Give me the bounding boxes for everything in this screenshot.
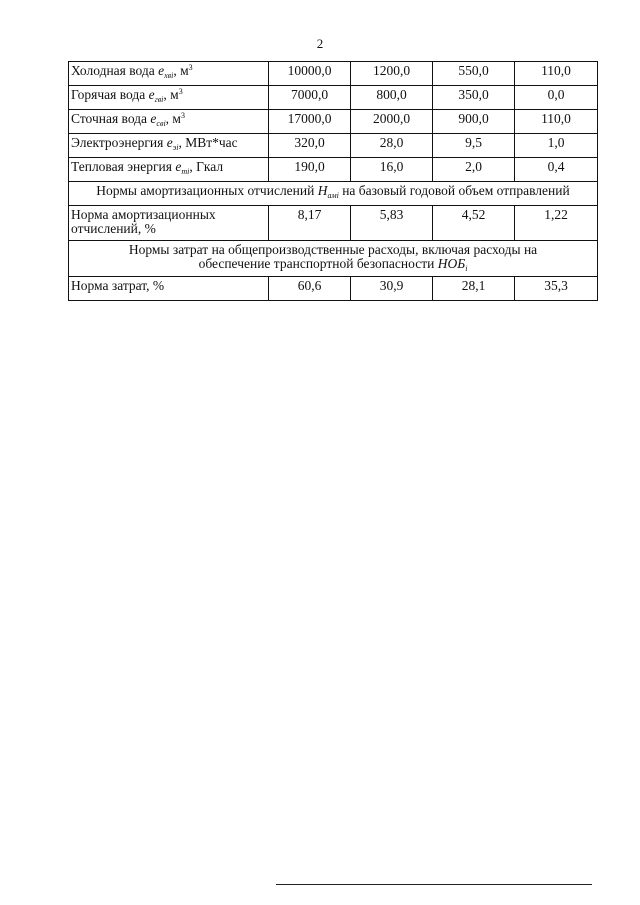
section-title: Нормы амортизационных отчислений $Н_{амi}$ на базовый годовой объем отправлений bbox=[69, 182, 598, 206]
table-cell: 4,52 bbox=[433, 206, 515, 241]
table-cell: 2,0 bbox=[433, 158, 515, 182]
table-cell: 550,0 bbox=[433, 62, 515, 86]
table-cell: 30,9 bbox=[351, 276, 433, 300]
table-row-heat-energy bbox=[69, 158, 598, 182]
table-cell: 800,0 bbox=[351, 86, 433, 110]
table-cell: 1200,0 bbox=[351, 62, 433, 86]
table-cell: 110,0 bbox=[515, 62, 598, 86]
table-cell: 320,0 bbox=[269, 134, 351, 158]
row-label: Норма амортизационных отчислений, % bbox=[69, 206, 269, 241]
row-label: Холодная вода $e_{хвi}$, $м^3$ bbox=[69, 62, 269, 86]
table-cell: 0,4 bbox=[515, 158, 598, 182]
table-row-hot-water bbox=[69, 86, 598, 110]
table-cell: 16,0 bbox=[351, 158, 433, 182]
footer-divider bbox=[276, 884, 592, 885]
table-row-cost-norm bbox=[69, 276, 598, 300]
row-label: Сточная вода $e_{свi}$, $м^3$ bbox=[69, 110, 269, 134]
table-cell: 2000,0 bbox=[351, 110, 433, 134]
table-cell: 17000,0 bbox=[269, 110, 351, 134]
table-cell: 60,6 bbox=[269, 276, 351, 300]
page-number: 2 bbox=[316, 36, 324, 51]
table-row-amortization bbox=[69, 206, 598, 241]
table-cell: 1,0 bbox=[515, 134, 598, 158]
table-cell: 900,0 bbox=[433, 110, 515, 134]
table-cell: 10000,0 bbox=[269, 62, 351, 86]
section-header-amortization bbox=[69, 182, 598, 206]
table-cell: 7000,0 bbox=[269, 86, 351, 110]
row-label: Горячая вода $e_{гвi}$, $м^3$ bbox=[69, 86, 269, 110]
row-label: Электроэнергия $e_{эi}$, МВт*час bbox=[69, 134, 269, 158]
section-header-costs bbox=[69, 241, 598, 277]
table-cell: 35,3 bbox=[515, 276, 598, 300]
table-cell: 350,0 bbox=[433, 86, 515, 110]
table-cell: 1,22 bbox=[515, 206, 598, 241]
table-cell: 110,0 bbox=[515, 110, 598, 134]
table-row-waste-water bbox=[69, 110, 598, 134]
table-cell: 28,0 bbox=[351, 134, 433, 158]
table-cell: 0,0 bbox=[515, 86, 598, 110]
row-label: Норма затрат, % bbox=[69, 276, 269, 300]
section-title: Нормы затрат на общепроизводственные расходы, включая расходы на обеспечение транспортной безопасности $НОБ_i$ bbox=[69, 241, 598, 277]
table-row-cold-water bbox=[69, 62, 598, 86]
table-row-electricity bbox=[69, 134, 598, 158]
table-cell: 8,17 bbox=[269, 206, 351, 241]
table-cell: 9,5 bbox=[433, 134, 515, 158]
norms-table bbox=[68, 61, 598, 301]
table-cell: 190,0 bbox=[269, 158, 351, 182]
row-label: Тепловая энергия $e_{тi}$, Гкал bbox=[69, 158, 269, 182]
table-cell: 28,1 bbox=[433, 276, 515, 300]
table-cell: 5,83 bbox=[351, 206, 433, 241]
